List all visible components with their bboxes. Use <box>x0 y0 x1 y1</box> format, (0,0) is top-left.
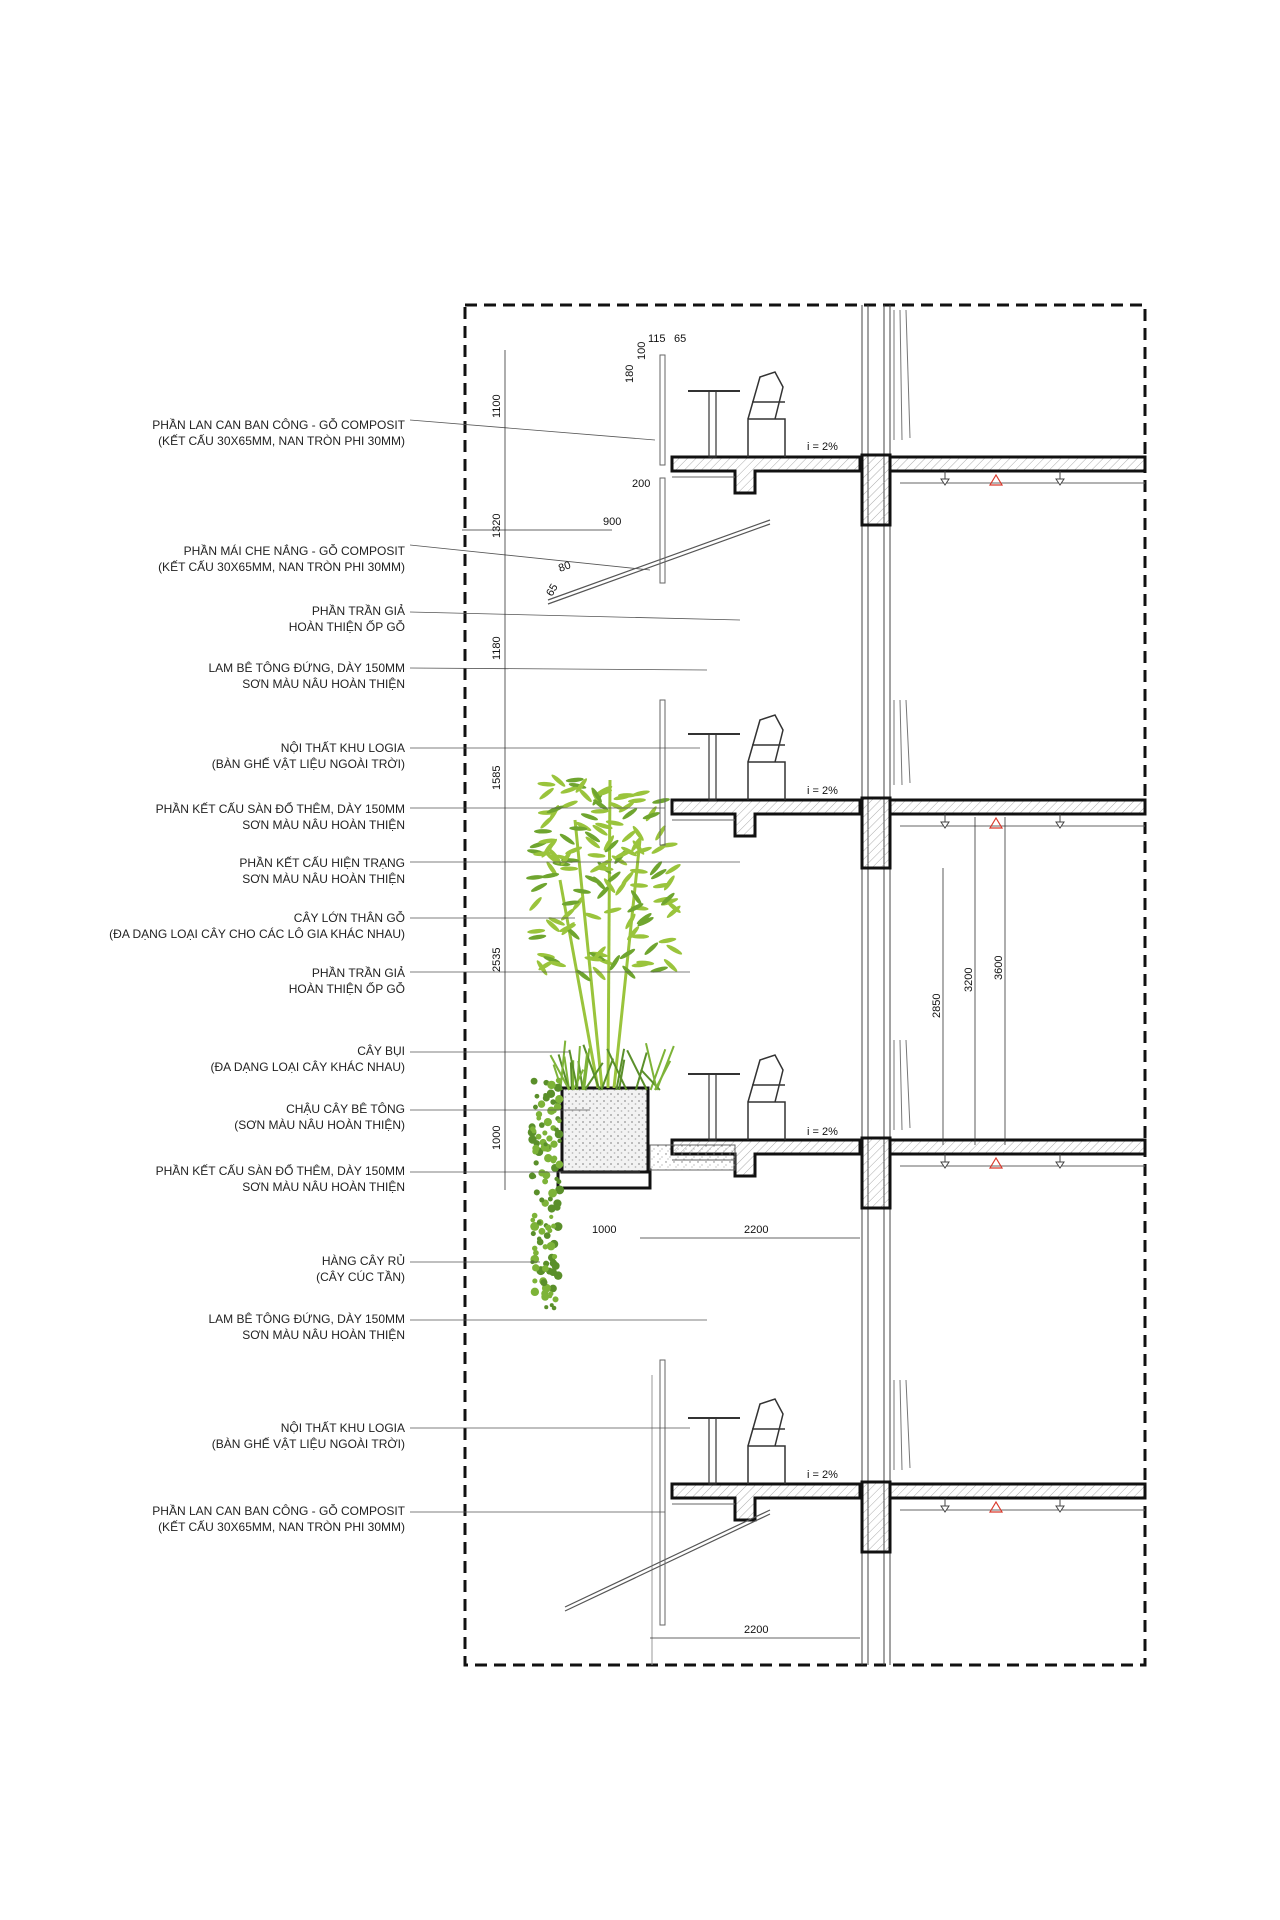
interior-slab <box>890 1140 1145 1154</box>
annotation-line2: SƠN MÀU NÂU HOÀN THIỆN <box>242 1180 405 1194</box>
interior-slab <box>890 1484 1145 1498</box>
trailing-leaf <box>537 1237 542 1242</box>
trailing-leaf <box>546 1135 552 1141</box>
leader-line <box>410 545 650 570</box>
table-and-chair <box>688 1055 785 1140</box>
annotation-line1: PHẦN MÁI CHE NẮNG - GỖ COMPOSIT <box>183 544 405 558</box>
light-fixture <box>1056 1506 1064 1512</box>
bamboo-leaf <box>560 866 578 871</box>
slope-label-level-1: i = 2% <box>807 441 838 453</box>
chair <box>748 1399 785 1484</box>
bamboo-leaf <box>664 862 682 875</box>
chair <box>748 1055 785 1140</box>
annotation-line2: (SƠN MÀU NÂU HOÀN THIỆN) <box>234 1118 405 1132</box>
trailing-leaf <box>531 1078 538 1085</box>
leader-line <box>410 612 740 620</box>
bamboo-leaf <box>643 941 659 956</box>
dim-awning-80: 80 <box>556 559 573 575</box>
trailing-leaf <box>529 1173 536 1180</box>
dim-vertical-4: 1585 <box>491 765 503 790</box>
beam-section <box>862 455 890 525</box>
slope-label-level-3: i = 2% <box>807 1126 838 1138</box>
table-and-chair <box>688 715 785 800</box>
trailing-leaf <box>550 1099 556 1105</box>
table-leg <box>709 1074 716 1140</box>
annotation-line2: (ĐA DẠNG LOẠI CÂY KHÁC NHAU) <box>210 1060 405 1074</box>
trailing-leaf <box>528 1135 536 1143</box>
annotation-line2: SƠN MÀU NÂU HOÀN THIỆN <box>242 1328 405 1342</box>
dim-horizontal-1000: 1000 <box>592 1224 617 1236</box>
annotation-line2: SƠN MÀU NÂU HOÀN THIỆN <box>242 872 405 886</box>
trailing-leaf <box>540 1279 547 1286</box>
annotation-line2: HOÀN THIỆN ỐP GỖ <box>288 982 405 996</box>
trailing-leaf <box>534 1189 540 1195</box>
chair <box>748 715 785 800</box>
bamboo-leaf <box>630 883 648 888</box>
interior-slab <box>890 457 1145 471</box>
table-leg <box>709 1418 716 1484</box>
bamboo-leaf <box>663 958 679 974</box>
trailing-leaf <box>542 1265 549 1272</box>
trailing-leaf <box>532 1129 537 1134</box>
trailing-leaf <box>534 1160 539 1165</box>
trailing-leaf <box>531 1231 536 1236</box>
annotation-line1: NỘI THẤT KHU LOGIA <box>280 741 405 755</box>
bamboo-leaf <box>658 937 677 945</box>
slab-section <box>672 457 860 493</box>
annotation-line2: SƠN MÀU NÂU HOÀN THIỆN <box>242 677 405 691</box>
annotation-line1: PHẦN KẾT CẤU HIỆN TRẠNG <box>239 856 405 870</box>
bamboo-leaf <box>539 814 555 830</box>
trailing-leaf <box>544 1232 551 1239</box>
bamboo-leaf <box>528 934 546 941</box>
trailing-leaf <box>553 1199 561 1207</box>
facade-glazing <box>652 305 890 1665</box>
trailing-leaf <box>538 1228 545 1235</box>
trailing-leaf <box>533 1250 539 1256</box>
beam-section <box>862 1138 890 1208</box>
bamboo-leaf <box>530 881 548 893</box>
bamboo-leaf <box>534 829 552 834</box>
trailing-leaf <box>547 1242 556 1251</box>
annotation-line1: LAM BÊ TÔNG ĐỨNG, DÀY 150MM <box>208 1312 405 1326</box>
trailing-leaf <box>544 1154 552 1162</box>
annotation-line1: PHẦN LAN CAN BAN CÔNG - GỖ COMPOSIT <box>152 418 405 432</box>
curtain-group <box>894 310 910 1470</box>
leader-line <box>410 420 655 440</box>
chair <box>748 372 785 457</box>
bamboo-leaf <box>587 852 605 858</box>
trailing-leaf <box>556 1161 564 1169</box>
bamboo-leaf <box>528 896 543 912</box>
dim-vertical-2: 1320 <box>491 513 503 538</box>
trailing-leaf <box>544 1142 548 1146</box>
slope-label-level-4: i = 2% <box>807 1469 838 1481</box>
annotation-line1: NỘI THẤT KHU LOGIA <box>280 1421 405 1435</box>
trailing-leaf <box>547 1081 555 1089</box>
bamboo-leaf <box>629 889 643 906</box>
light-fixture <box>1056 822 1064 828</box>
annotation-line2: (BÀN GHẾ VẬT LIỆU NGOÀI TRỜI) <box>211 1437 405 1451</box>
table-and-chair <box>688 372 785 457</box>
annotation-line2: (BÀN GHẾ VẬT LIỆU NGOÀI TRỜI) <box>211 757 405 771</box>
bamboo-leaf <box>592 875 608 891</box>
light-fixture <box>941 1506 949 1512</box>
dimension-lines <box>462 350 1005 1638</box>
bamboo-leaf <box>662 874 676 891</box>
trailing-leaf <box>531 1288 539 1296</box>
slope-label-level-2: i = 2% <box>807 785 838 797</box>
trailing-leaf <box>555 1130 564 1139</box>
bamboo-leaf <box>564 845 582 856</box>
dim-vertical-1: 1100 <box>491 394 503 418</box>
light-fixture <box>1056 479 1064 485</box>
annotation-line1: CHẬU CÂY BÊ TÔNG <box>286 1102 405 1116</box>
trailing-leaf <box>544 1118 552 1126</box>
trailing-leaf <box>551 1224 556 1229</box>
bamboo-leaf <box>650 842 668 855</box>
trailing-leaf <box>532 1278 537 1283</box>
annotation-line1: PHẦN TRẦN GIẢ <box>311 604 405 618</box>
annotation-line2: (CÂY CÚC TẦN) <box>316 1270 405 1284</box>
bamboo-leaf <box>591 809 609 814</box>
annotation-line1: PHẦN LAN CAN BAN CÔNG - GỖ COMPOSIT <box>152 1504 405 1518</box>
slab-section <box>672 800 860 836</box>
table-leg <box>709 734 716 800</box>
trailing-leaf <box>553 1296 559 1302</box>
floor-slab <box>672 1138 1145 1208</box>
table-leg <box>709 391 716 457</box>
dim-awning-900: 900 <box>603 516 622 528</box>
floor-slab <box>672 1482 1145 1552</box>
section-frame <box>465 305 1145 1665</box>
bamboo-leaf <box>538 786 555 800</box>
annotation-line2: SƠN MÀU NÂU HOÀN THIỆN <box>242 818 405 832</box>
bamboo-leaf <box>591 965 607 981</box>
bamboo-leaf <box>560 785 578 795</box>
trailing-leaf <box>557 1119 562 1124</box>
dim-top-115: 115 <box>648 333 666 345</box>
bamboo-leaf <box>650 965 669 974</box>
trailing-leaf <box>535 1094 540 1099</box>
trailing-leaf <box>532 1264 539 1271</box>
shrub-planting <box>550 1041 673 1090</box>
loggia-furniture <box>688 372 785 1484</box>
annotation-line1: PHẦN KẾT CẤU SÀN ĐỔ THÊM, DÀY 150MM <box>155 1164 405 1178</box>
interior-slab <box>890 800 1145 814</box>
bamboo-leaf <box>632 789 651 797</box>
trailing-leaf <box>539 1197 544 1202</box>
dim-right-3200: 3200 <box>963 967 975 992</box>
trailing-plants <box>528 1078 564 1311</box>
light-fixture <box>941 822 949 828</box>
trailing-leaf <box>536 1111 542 1117</box>
dim-horizontal-2200: 2200 <box>744 1224 769 1236</box>
trailing-leaf <box>552 1254 557 1259</box>
dim-right-3600: 3600 <box>993 955 1005 980</box>
annotation-line2: (ĐA DẠNG LOẠI CÂY CHO CÁC LÔ GIA KHÁC NHAU) <box>109 927 405 941</box>
annotation-line2: (KẾT CẤU 30X65MM, NAN TRÒN PHI 30MM) <box>158 560 405 574</box>
dim-vertical-5: 2535 <box>491 947 503 972</box>
annotation-line1: HÀNG CÂY RỦ <box>321 1254 405 1268</box>
annotation-line2: (KẾT CẤU 30X65MM, NAN TRÒN PHI 30MM) <box>158 1520 405 1534</box>
trailing-leaf <box>550 1141 557 1148</box>
balcony-railings <box>660 355 665 1625</box>
shrub-blade <box>655 1061 670 1090</box>
annotation-line1: LAM BÊ TÔNG ĐỨNG, DÀY 150MM <box>208 661 405 675</box>
annotation-line1: CÂY BỤI <box>357 1044 405 1058</box>
trailing-leaf <box>532 1145 539 1152</box>
trailing-leaf <box>556 1078 562 1084</box>
dim-horizontal-2200-bottom: 2200 <box>744 1624 769 1636</box>
dim-right-2850: 2850 <box>931 993 943 1018</box>
bamboo-leaf <box>527 928 545 934</box>
trailing-leaf <box>539 1122 545 1128</box>
shrub-blade <box>646 1043 657 1090</box>
trailing-leaf <box>555 1095 563 1103</box>
trailing-leaf <box>542 1178 548 1184</box>
dim-top-180: 180 <box>624 364 636 383</box>
light-fixture <box>1056 1162 1064 1168</box>
dim-awning-200: 200 <box>632 478 651 490</box>
slope-labels <box>807 441 838 1481</box>
floor-slabs <box>672 455 1145 1552</box>
trailing-leaf <box>541 1290 548 1297</box>
bamboo-leaf <box>526 874 544 880</box>
dim-vertical-6: 1000 <box>491 1125 503 1150</box>
floor-slab <box>672 798 1145 868</box>
dim-top-65: 65 <box>674 333 687 345</box>
trailing-leaf <box>537 1220 542 1225</box>
floor-slab <box>672 455 1145 525</box>
trailing-leaf <box>530 1218 535 1223</box>
annotation-line2: (KẾT CẤU 30X65MM, NAN TRÒN PHI 30MM) <box>158 434 405 448</box>
trailing-leaf <box>549 1215 553 1219</box>
trailing-leaf <box>548 1294 552 1298</box>
annotation-line1: PHẦN TRẦN GIẢ <box>311 966 405 980</box>
beam-section <box>862 1482 890 1552</box>
bamboo-leaf <box>652 797 671 805</box>
trailing-leaf <box>554 1177 558 1181</box>
light-fixture <box>941 479 949 485</box>
bamboo-leaf <box>603 906 622 914</box>
trailing-leaf <box>533 1105 538 1110</box>
leader-line <box>410 668 707 670</box>
trailing-leaf <box>538 1100 545 1107</box>
trailing-leaf <box>532 1213 538 1219</box>
annotation-line1: CÂY LỚN THÂN GỖ <box>293 911 405 925</box>
dim-vertical-3: 1180 <box>491 636 503 660</box>
trailing-leaf <box>542 1130 547 1135</box>
light-fixture <box>941 1162 949 1168</box>
bamboo-leaf <box>537 781 555 787</box>
trailing-leaf <box>548 1189 557 1198</box>
annotation-line2: HOÀN THIỆN ỐP GỖ <box>288 620 405 634</box>
dim-top-100: 100 <box>636 341 648 360</box>
trailing-leaf <box>554 1271 562 1279</box>
dim-awning-65: 65 <box>544 581 561 599</box>
trailing-leaf <box>550 1303 554 1307</box>
bamboo-leaf <box>559 832 576 846</box>
bamboo-leaf <box>665 943 683 956</box>
trailing-leaf <box>547 1090 555 1098</box>
table-and-chair <box>688 1399 785 1484</box>
trailing-leaf <box>545 1225 551 1231</box>
slab-section <box>672 1484 860 1520</box>
trailing-leaf <box>544 1305 548 1309</box>
trailing-leaf <box>557 1139 561 1143</box>
beam-section <box>862 798 890 868</box>
annotation-line1: PHẦN KẾT CẤU SÀN ĐỔ THÊM, DÀY 150MM <box>155 802 405 816</box>
